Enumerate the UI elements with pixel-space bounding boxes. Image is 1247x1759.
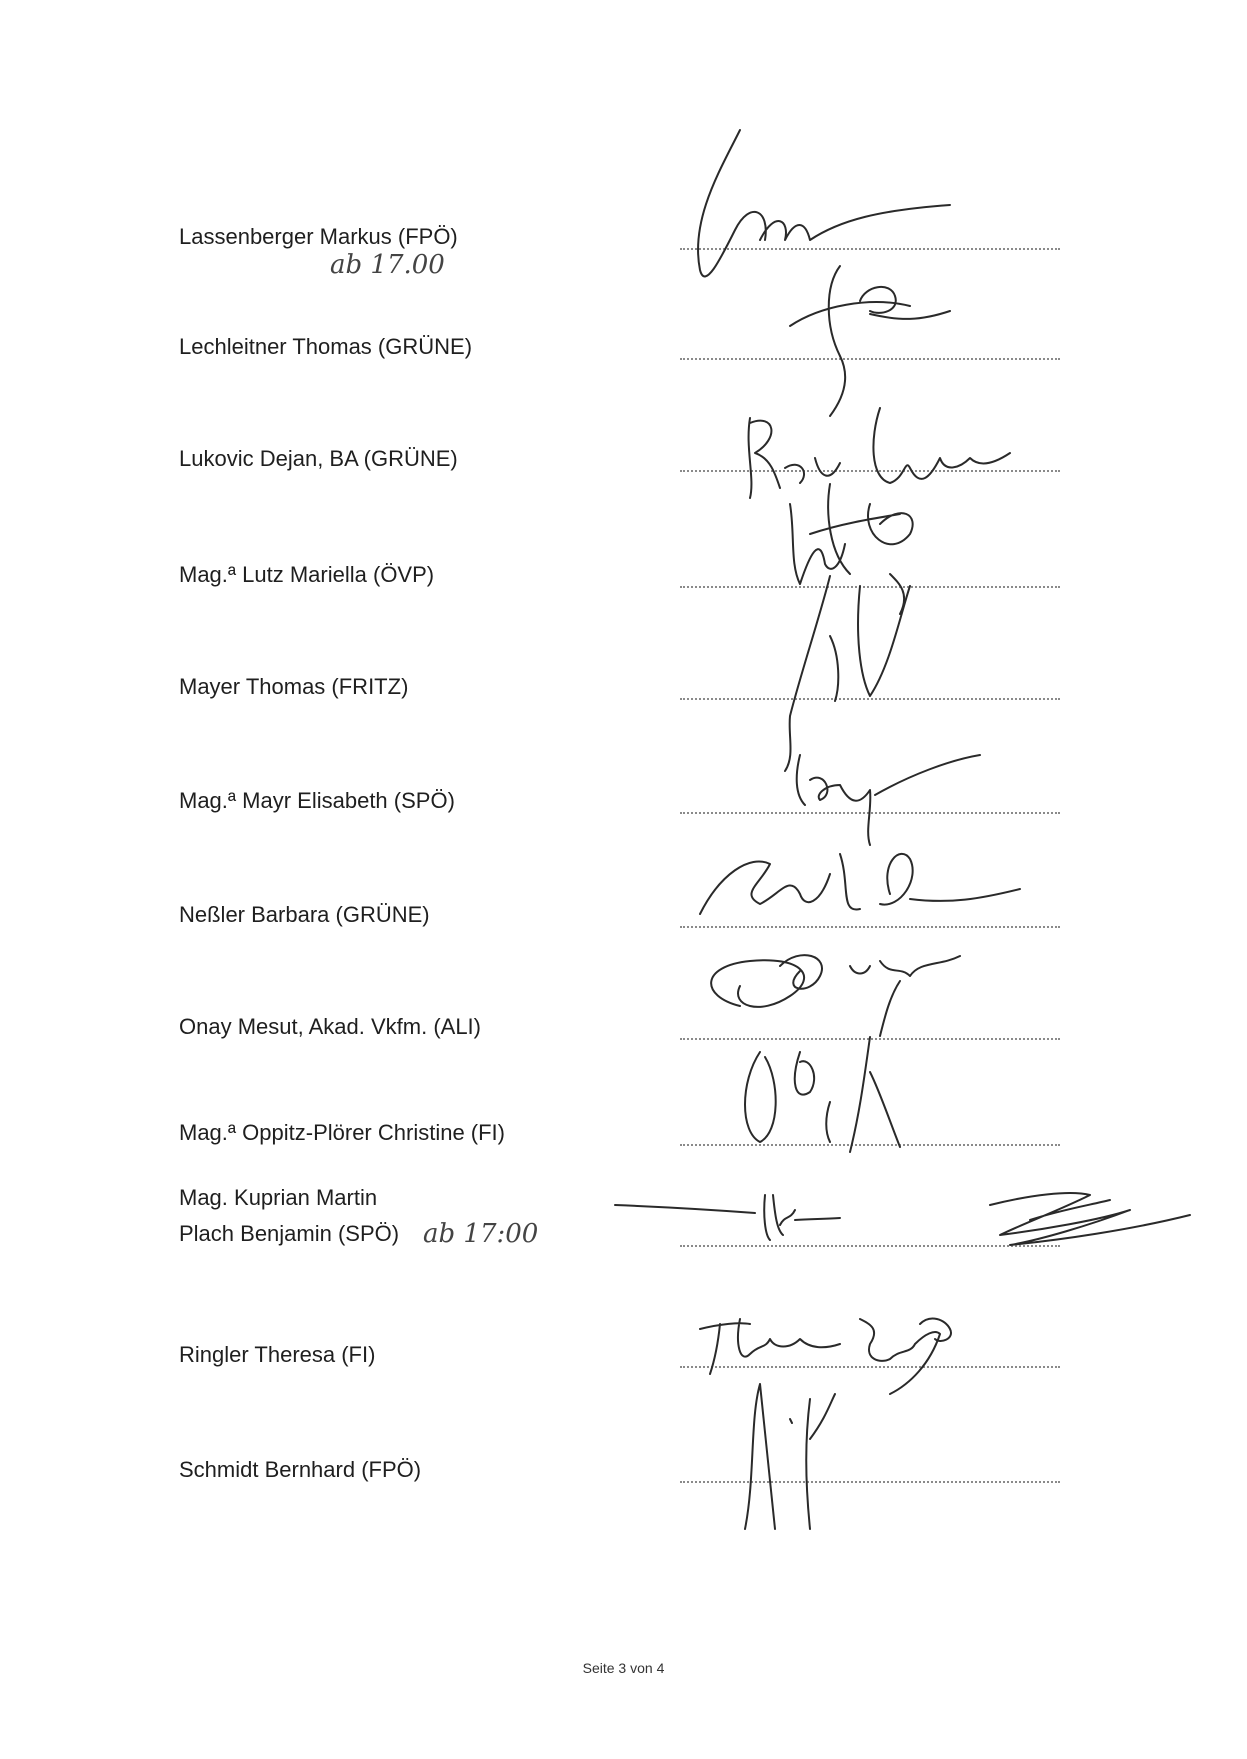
signatory-name: Neßler Barbara (GRÜNE): [179, 902, 430, 927]
signature-row: [0, 1449, 1247, 1509]
signatory-name: Onay Mesut, Akad. Vkfm. (ALI): [179, 1014, 481, 1039]
signature-row: [0, 1185, 1247, 1265]
handwritten-signature: [720, 1032, 980, 1172]
signature-row: [0, 210, 1247, 280]
handwritten-signature: [730, 1379, 890, 1539]
handwritten-note: ab 17:00: [423, 1219, 539, 1249]
signatory-name: Mag.ª Oppitz-Plörer Christine (FI): [179, 1120, 505, 1145]
signature-row: [0, 666, 1247, 726]
signatory-name: Mag.ª Lutz Mariella (ÖVP): [179, 562, 435, 587]
signatory-name: Lassenberger Markus (FPÖ): [179, 224, 458, 249]
signature-row: [0, 1334, 1247, 1394]
signatory-name: Ringler Theresa (FI): [179, 1342, 376, 1367]
handwritten-signature: [605, 1185, 845, 1265]
signatory-name: Lechleitner Thomas (GRÜNE): [179, 334, 473, 359]
signature-row: [0, 326, 1247, 386]
signature-row: [0, 780, 1247, 840]
signatory-name: Mag.ª Mayr Elisabeth (SPÖ): [179, 788, 455, 813]
signature-row: [0, 438, 1247, 498]
signature-row: [0, 894, 1247, 954]
page-number: Seite 3 von 4: [582, 1660, 665, 1676]
handwritten-signature: [980, 1185, 1200, 1255]
signatory-name: Plach Benjamin (SPÖ): [179, 1221, 400, 1246]
signatory-name: Schmidt Bernhard (FPÖ): [179, 1457, 422, 1482]
handwritten-signature: [760, 576, 960, 776]
signature-row: [0, 1006, 1247, 1066]
signatory-name: Mayer Thomas (FRITZ): [179, 674, 409, 699]
signature-row: [0, 1112, 1247, 1172]
signatory-name: Lukovic Dejan, BA (GRÜNE): [179, 446, 458, 471]
signatory-name: Mag. Kuprian Martin: [179, 1185, 378, 1210]
handwritten-note: ab 17.00: [330, 250, 445, 280]
signature-row: [0, 554, 1247, 614]
